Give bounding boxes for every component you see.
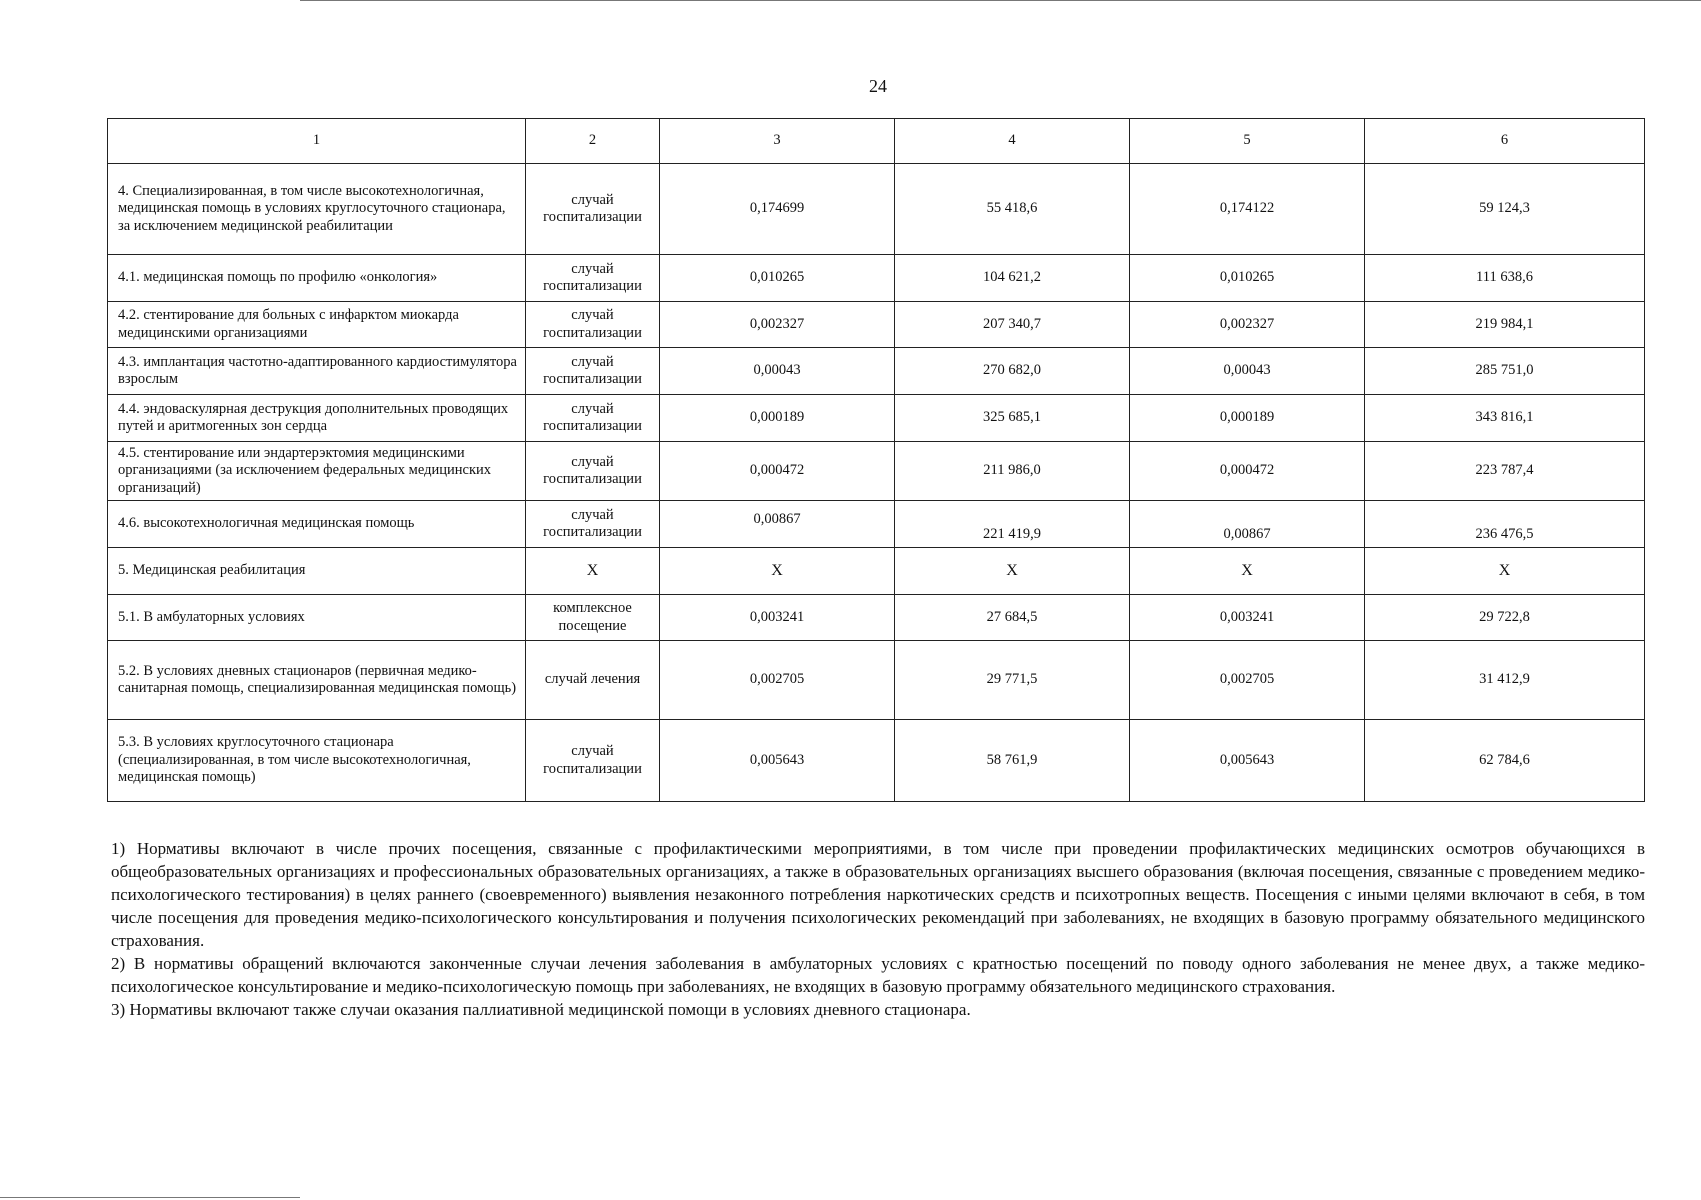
table-row (108, 641, 1645, 720)
table-row (108, 255, 1645, 302)
table-row (108, 595, 1645, 641)
table-row (108, 548, 1645, 595)
footnotes (111, 837, 1645, 1021)
row-value-col5: 0,002327 (1130, 302, 1365, 348)
row-name: 5.3. В условиях круглосуточного стационара (специализированная, в том числе высокотехнологичная, медицинская помощь) (108, 720, 526, 802)
column-header: 4 (895, 119, 1130, 164)
row-unit: случай госпитализации (526, 302, 660, 348)
table-row (108, 302, 1645, 348)
row-value-col5: 0,003241 (1130, 595, 1365, 641)
row-value-col4: 104 621,2 (895, 255, 1130, 302)
row-value-col4: 29 771,5 (895, 641, 1130, 720)
row-value-col6: 219 984,1 (1365, 302, 1645, 348)
row-value-col3: 0,002705 (660, 641, 895, 720)
table-row (108, 164, 1645, 255)
column-header: 6 (1365, 119, 1645, 164)
row-value-col4: 270 682,0 (895, 348, 1130, 395)
row-value-col6: 236 476,5 (1365, 501, 1645, 548)
scan-edge-top (300, 0, 1701, 1)
table-row (108, 395, 1645, 442)
row-unit: случай госпитализации (526, 720, 660, 802)
row-value-col6: 343 816,1 (1365, 395, 1645, 442)
row-value-col4: 55 418,6 (895, 164, 1130, 255)
row-value-col4: Х (895, 548, 1130, 595)
row-value-col6: 285 751,0 (1365, 348, 1645, 395)
row-value-col3: 0,174699 (660, 164, 895, 255)
column-header: 3 (660, 119, 895, 164)
row-value-col3: 0,003241 (660, 595, 895, 641)
scan-edge-bottom (0, 1197, 300, 1198)
row-value-col3: Х (660, 548, 895, 595)
row-unit: случай госпитализации (526, 501, 660, 548)
column-header: 2 (526, 119, 660, 164)
row-value-col4: 325 685,1 (895, 395, 1130, 442)
row-value-col4: 27 684,5 (895, 595, 1130, 641)
row-name: 4.4. эндоваскулярная деструкция дополнительных проводящих путей и аритмогенных зон сердца (108, 395, 526, 442)
row-name: 4.1. медицинская помощь по профилю «онкология» (108, 255, 526, 302)
row-name: 5. Медицинская реабилитация (108, 548, 526, 595)
row-value-col6: 31 412,9 (1365, 641, 1645, 720)
table-row (108, 442, 1645, 501)
column-header: 1 (108, 119, 526, 164)
row-value-col4: 58 761,9 (895, 720, 1130, 802)
row-name: 4.5. стентирование или эндартерэктомия медицинскими организациями (за исключением федеральных медицинских организаций) (108, 442, 526, 501)
row-value-col6: 223 787,4 (1365, 442, 1645, 501)
row-name: 4. Специализированная, в том числе высокотехнологичная, медицинская помощь в условиях круглосуточного стационара, за исключением медицинской реабилитации (108, 164, 526, 255)
page-number: 24 (869, 76, 887, 96)
row-name: 4.6. высокотехнологичная медицинская помощь (108, 501, 526, 548)
row-value-col3: 0,002327 (660, 302, 895, 348)
row-value-col5: 0,010265 (1130, 255, 1365, 302)
row-value-col6: 29 722,8 (1365, 595, 1645, 641)
row-value-col3: 0,000189 (660, 395, 895, 442)
row-name: 4.2. стентирование для больных с инфарктом миокарда медицинскими организациями (108, 302, 526, 348)
row-value-col3: 0,00043 (660, 348, 895, 395)
table-header-row (108, 119, 1645, 164)
row-unit: случай госпитализации (526, 442, 660, 501)
row-value-col3: 0,000472 (660, 442, 895, 501)
row-value-col3: 0,010265 (660, 255, 895, 302)
row-unit: случай госпитализации (526, 348, 660, 395)
table-row (108, 501, 1645, 548)
row-value-col4: 221 419,9 (895, 501, 1130, 548)
footnote-1: 1) Нормативы включают в числе прочих посещения, связанные с профилактическими мероприятиями, в том числе при проведении профилактических медицинских осмотров обучающихся в общеобразовательных организациях и профессиональных образовательных организациях, а также в образовательных организациях высшего образования (включая посещения, связанные с проведением медико-психологического тестирования) в целях раннего (своевременного) выявления незаконного потребления наркотических средств и психотропных веществ. Посещения с иными целями включают в себя, в том числе посещения для проведения медико-психологического консультирования и получения психологических рекомендаций при заболеваниях, не входящих в базовую программу обязательного медицинского страхования. (111, 839, 1645, 950)
table-row (108, 720, 1645, 802)
row-unit: комплексное посещение (526, 595, 660, 641)
row-value-col4: 207 340,7 (895, 302, 1130, 348)
row-name: 5.1. В амбулаторных условиях (108, 595, 526, 641)
row-value-col5: 0,174122 (1130, 164, 1365, 255)
row-value-col6: 62 784,6 (1365, 720, 1645, 802)
row-value-col5: 0,000472 (1130, 442, 1365, 501)
row-value-col5: Х (1130, 548, 1365, 595)
row-value-col5: 0,002705 (1130, 641, 1365, 720)
row-name: 4.3. имплантация частотно-адаптированного кардиостимулятора взрослым (108, 348, 526, 395)
row-value-col5: 0,005643 (1130, 720, 1365, 802)
norm-table (107, 118, 1645, 802)
row-unit: случай госпитализации (526, 395, 660, 442)
column-header: 5 (1130, 119, 1365, 164)
row-value-col3: 0,00867 (660, 501, 895, 548)
table-row (108, 348, 1645, 395)
row-value-col4: 211 986,0 (895, 442, 1130, 501)
row-value-col5: 0,00867 (1130, 501, 1365, 548)
row-value-col3: 0,005643 (660, 720, 895, 802)
row-unit: случай госпитализации (526, 164, 660, 255)
footnote-3: 3) Нормативы включают также случаи оказания паллиативной медицинской помощи в условиях дневного стационара. (111, 1000, 971, 1019)
row-unit: случай госпитализации (526, 255, 660, 302)
row-unit: Х (526, 548, 660, 595)
row-name: 5.2. В условиях дневных стационаров (первичная медико-санитарная помощь, специализированная медицинская помощь) (108, 641, 526, 720)
footnote-2: 2) В нормативы обращений включаются законченные случаи лечения заболевания в амбулаторных условиях с кратностью посещений по поводу одного заболевания не менее двух, а также медико-психологическое консультирование и медико-психологическую помощь при заболеваниях, не входящих в базовую программу обязательного медицинского страхования. (111, 954, 1645, 996)
row-value-col5: 0,00043 (1130, 348, 1365, 395)
row-value-col5: 0,000189 (1130, 395, 1365, 442)
row-value-col6: 111 638,6 (1365, 255, 1645, 302)
row-value-col6: 59 124,3 (1365, 164, 1645, 255)
row-value-col6: Х (1365, 548, 1645, 595)
row-unit: случай лечения (526, 641, 660, 720)
